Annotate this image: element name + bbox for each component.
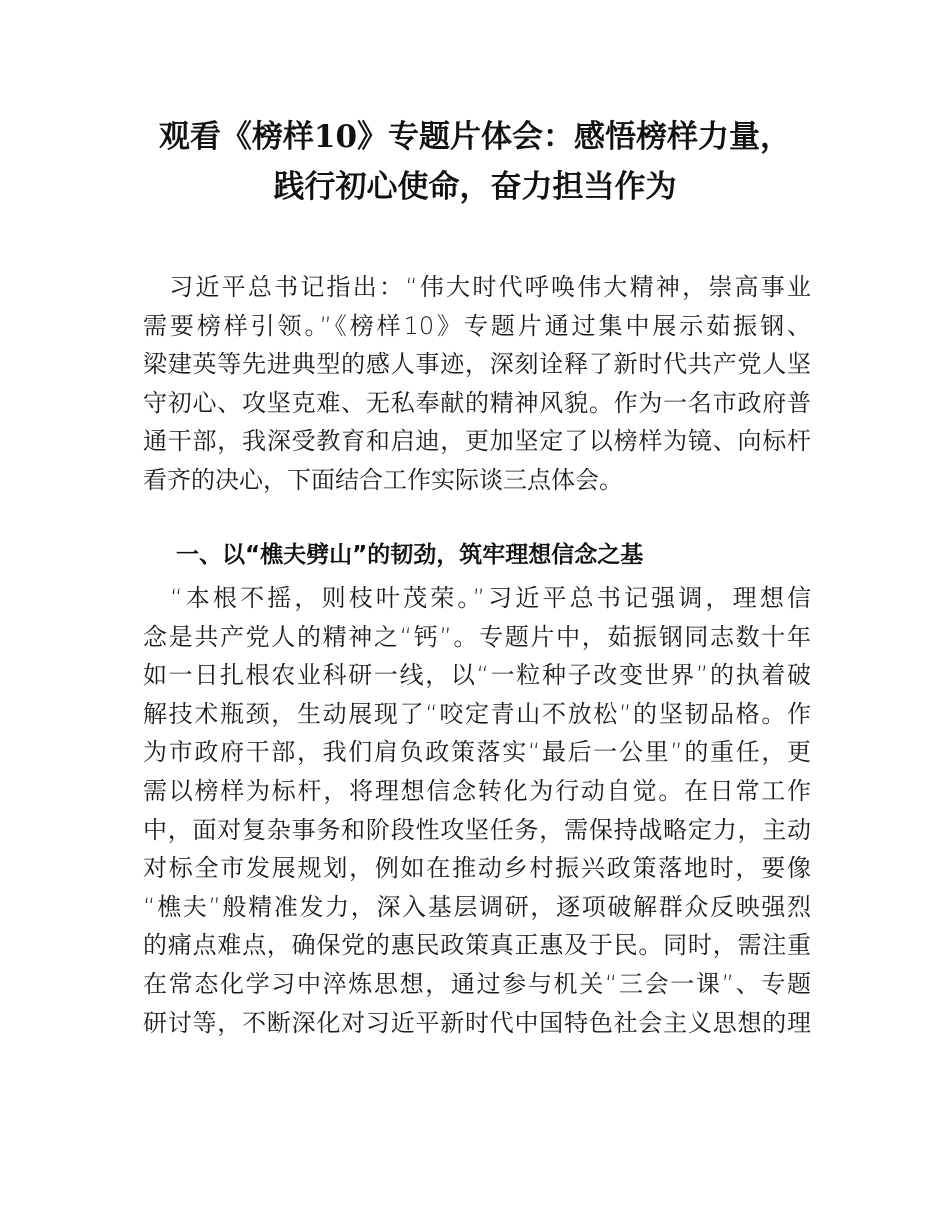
text-line: 通干部，我深受教育和启迪，更加坚定了以榜样为镜、向标杆 xyxy=(143,427,811,456)
title-line-1: 观看《榜样10》专题片体会：感悟榜样力量， xyxy=(158,119,792,155)
text-line: 守初心、攻坚克难、无私奉献的精神风貌。作为一名市政府普 xyxy=(143,388,811,417)
text-line: 看齐的决心，下面结合工作实际谈三点体会。 xyxy=(143,465,623,494)
text-line: 梁建英等先进典型的感人事迹，深刻诠释了新时代共产党人坚 xyxy=(143,350,811,379)
text-line: 在常态化学习中淬炼思想，通过参与机关“三会一课”、专题 xyxy=(143,969,811,998)
text-line: 为市政府干部，我们肩负政策落实“最后一公里”的重任，更 xyxy=(143,738,811,767)
text-line: 解技术瓶颈，生动展现了“咬定青山不放松”的坚韧品格。作 xyxy=(143,699,811,728)
text-line: 习近平总书记指出：“伟大时代呼唤伟大精神，崇高事业 xyxy=(143,273,811,301)
text-line: 研讨等，不断深化对习近平新时代中国特色社会主义思想的理 xyxy=(143,1008,811,1037)
text-line: 的痛点难点，确保党的惠民政策真正惠及于民。同时，需注重 xyxy=(143,931,811,960)
text-line: 对标全市发展规划，例如在推动乡村振兴政策落地时，要像 xyxy=(143,854,811,883)
intro-paragraph xyxy=(143,268,811,500)
text-line: 需要榜样引领。”《榜样10》专题片通过集中展示茹振钢、 xyxy=(143,311,811,340)
document-title xyxy=(60,112,890,212)
title-line-2: 践行初心使命，奋力担当作为 xyxy=(273,169,677,205)
text-line: 如一日扎根农业科研一线，以“一粒种子改变世界”的执着破 xyxy=(143,661,811,690)
text-line: “本根不摇，则枝叶茂荣。”习近平总书记强调，理想信 xyxy=(143,584,811,612)
text-line: 念是共产党人的精神之“钙”。专题片中，茹振钢同志数十年 xyxy=(143,622,811,651)
section-heading-1: 一、以“樵夫劈山”的韧劲，筑牢理想信念之基 xyxy=(176,542,644,568)
section-1-paragraph xyxy=(143,579,811,1042)
text-line: 需以榜样为标杆，将理想信念转化为行动自觉。在日常工作 xyxy=(143,776,811,805)
text-line: 中，面对复杂事务和阶段性攻坚任务，需保持战略定力，主动 xyxy=(143,815,811,844)
text-line: “樵夫”般精准发力，深入基层调研，逐项破解群众反映强烈 xyxy=(143,892,811,921)
